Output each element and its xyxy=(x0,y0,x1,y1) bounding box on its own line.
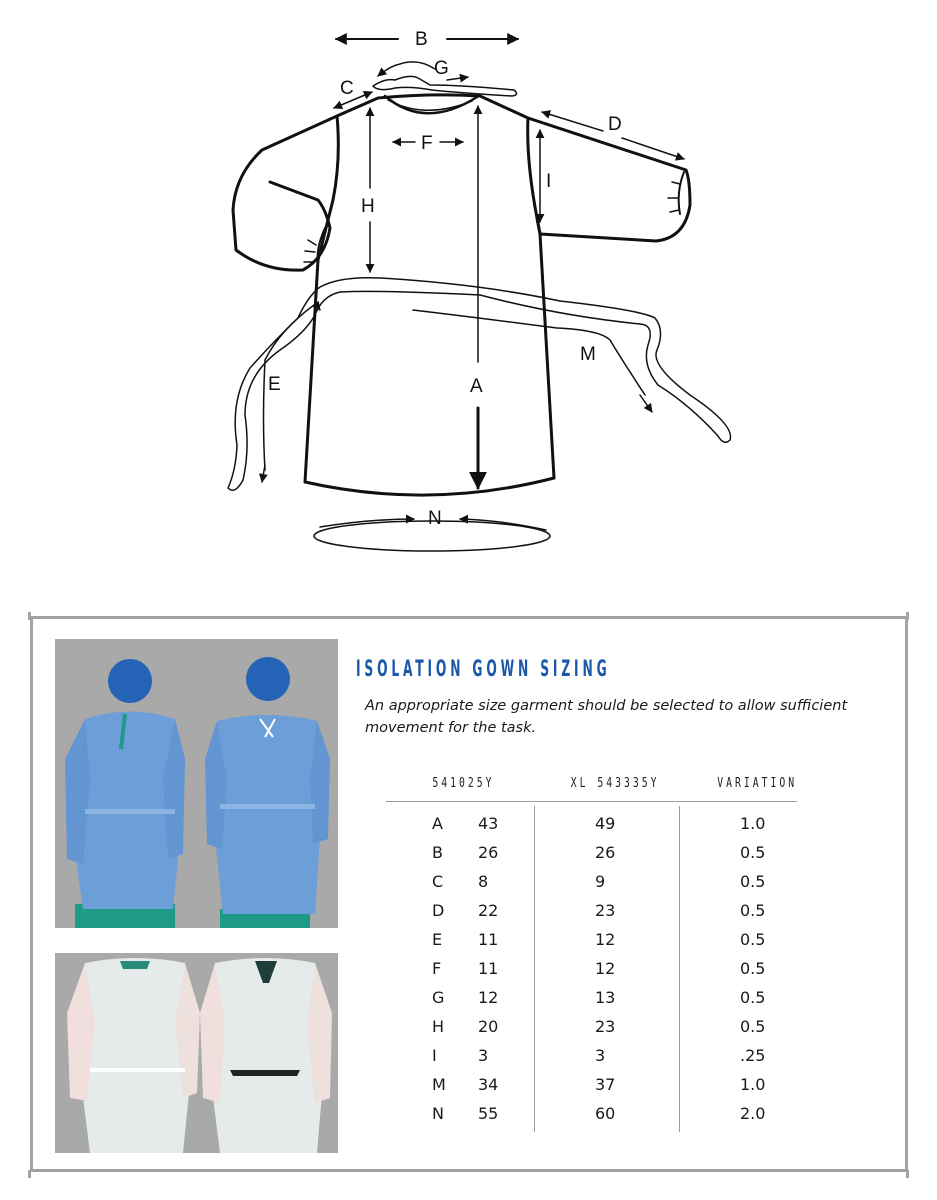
row-variation: 2.0 xyxy=(740,1104,766,1123)
photo-blue-gowns xyxy=(55,639,338,928)
row-regular: 8 xyxy=(478,872,489,891)
label-a: A xyxy=(470,376,483,397)
row-variation: 1.0 xyxy=(740,1075,766,1094)
row-variation: 1.0 xyxy=(740,814,766,833)
row-regular: 43 xyxy=(478,814,499,833)
row-letter: D xyxy=(432,901,445,920)
frame-corner-tick xyxy=(28,612,31,620)
row-letter: C xyxy=(432,872,444,891)
row-variation: 0.5 xyxy=(740,959,766,978)
label-m: M xyxy=(580,344,596,365)
label-d: D xyxy=(608,114,622,135)
row-variation: 0.5 xyxy=(740,930,766,949)
label-f: F xyxy=(421,133,433,154)
row-xl: 49 xyxy=(595,814,616,833)
row-regular: 11 xyxy=(478,959,499,978)
sizing-title: ISOLATION GOWN SIZING xyxy=(356,657,611,682)
label-n: N xyxy=(428,508,442,529)
label-b: B xyxy=(415,29,428,50)
row-xl: 37 xyxy=(595,1075,616,1094)
row-letter: M xyxy=(432,1075,446,1094)
row-letter: A xyxy=(432,814,443,833)
row-xl: 3 xyxy=(595,1046,606,1065)
row-xl: 13 xyxy=(595,988,616,1007)
column-divider xyxy=(679,806,680,1132)
row-variation: .25 xyxy=(740,1046,766,1065)
row-xl: 23 xyxy=(595,1017,616,1036)
row-letter: I xyxy=(432,1046,437,1065)
column-divider xyxy=(534,806,535,1132)
row-letter: E xyxy=(432,930,443,949)
row-variation: 0.5 xyxy=(740,901,766,920)
row-letter: G xyxy=(432,988,445,1007)
row-letter: F xyxy=(432,959,442,978)
row-regular: 34 xyxy=(478,1075,499,1094)
row-xl: 9 xyxy=(595,872,606,891)
row-letter: H xyxy=(432,1017,445,1036)
row-variation: 0.5 xyxy=(740,843,766,862)
row-regular: 20 xyxy=(478,1017,499,1036)
frame-corner-tick xyxy=(28,1170,31,1178)
row-regular: 26 xyxy=(478,843,499,862)
frame-corner-tick xyxy=(906,1170,909,1178)
gown-outline xyxy=(233,95,690,495)
row-variation: 0.5 xyxy=(740,1017,766,1036)
row-variation: 0.5 xyxy=(740,988,766,1007)
row-xl: 26 xyxy=(595,843,616,862)
row-regular: 12 xyxy=(478,988,499,1007)
row-xl: 23 xyxy=(595,901,616,920)
row-letter: B xyxy=(432,843,443,862)
photo-white-gowns xyxy=(55,953,338,1153)
frame-corner-tick xyxy=(906,612,909,620)
gown-measurement-diagram xyxy=(0,0,937,580)
row-regular: 3 xyxy=(478,1046,489,1065)
column-header-regular: 541025Y xyxy=(432,776,495,791)
row-xl: 12 xyxy=(595,930,616,949)
label-g: G xyxy=(434,58,449,79)
row-xl: 12 xyxy=(595,959,616,978)
row-variation: 0.5 xyxy=(740,872,766,891)
row-regular: 22 xyxy=(478,901,499,920)
row-xl: 60 xyxy=(595,1104,616,1123)
column-header-xl: XL 543335Y xyxy=(570,776,660,791)
label-e: E xyxy=(268,374,281,395)
row-regular: 55 xyxy=(478,1104,499,1123)
label-i: I xyxy=(546,171,552,192)
row-regular: 11 xyxy=(478,930,499,949)
header-divider xyxy=(386,801,797,802)
column-header-variation: VARIATION xyxy=(717,776,798,791)
label-h: H xyxy=(361,196,375,217)
label-c: C xyxy=(340,78,354,99)
sizing-subtitle: An appropriate size garment should be selected to allow sufficient movement for the task. xyxy=(365,698,848,736)
row-letter: N xyxy=(432,1104,444,1123)
